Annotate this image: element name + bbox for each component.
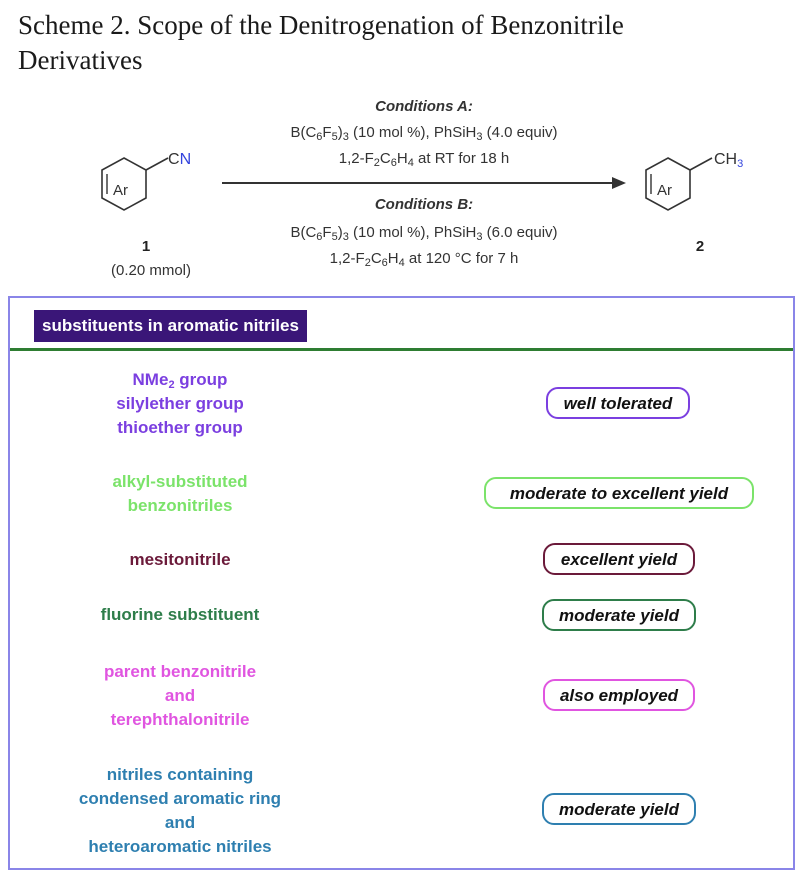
conditions-b-header: Conditions B: <box>374 196 474 213</box>
substituent-label: alkyl-substituted benzonitriles <box>112 472 248 515</box>
reaction-arrow <box>222 182 614 184</box>
conditions-a-header: Conditions A: <box>375 98 473 115</box>
product-number: 2 <box>695 238 705 255</box>
result-pill: also employed <box>543 679 695 711</box>
result-pill: moderate yield <box>542 599 696 631</box>
product-methyl-group: $CH_3$ <box>714 151 744 170</box>
reactant-number: 1 <box>141 238 151 255</box>
substituent-label: fluorine substituent <box>100 605 260 624</box>
conditions-b-solvent: $1,2-F_2C_6H_4$ at 120 °C for 7 h <box>329 250 519 269</box>
result-pill: excellent yield <box>543 543 695 575</box>
scheme-title-line-2: Derivatives <box>18 45 143 75</box>
substituent-label: parent benzonitrile and terephthalonitrile <box>103 662 257 729</box>
product-ring-label: Ar <box>657 182 672 199</box>
table-header: substituents in aromatic nitriles <box>34 310 307 342</box>
result-pill: moderate to excellent yield <box>484 477 754 509</box>
reaction-arrow-head-icon <box>612 177 626 189</box>
reactant-ring-label: Ar <box>113 182 128 199</box>
reactant-amount: (0.20 mmol) <box>110 262 192 279</box>
result-pill: well tolerated <box>546 387 690 419</box>
substituent-table <box>8 296 795 870</box>
reactant-nitrile-group: CN <box>168 151 192 168</box>
result-pill: moderate yield <box>542 793 696 825</box>
table-divider <box>10 348 793 351</box>
substituent-label: mesitonitrile <box>129 550 231 569</box>
reaction-scheme <box>0 92 810 292</box>
scheme-title <box>18 8 808 78</box>
scheme-title-line-1: Scheme 2. Scope of the Denitrogenation of Benzonitrile <box>18 10 624 40</box>
conditions-a-reagents: $B(C_6F_5)_3$ (10 mol %), PhSiH$_3$ (4.0 equiv) <box>290 124 558 143</box>
conditions-a-solvent: $1,2-F_2C_6H_4$ at RT for 18 h <box>338 150 510 169</box>
conditions-b-reagents: $B(C_6F_5)_3$ (10 mol %), PhSiH$_3$ (6.0 equiv) <box>290 224 558 243</box>
substituent-label: NMe$_2$ group silylether group thioether group <box>116 370 244 437</box>
substituent-label: nitriles containing condensed aromatic ring and heteroaromatic nitriles <box>78 765 282 856</box>
